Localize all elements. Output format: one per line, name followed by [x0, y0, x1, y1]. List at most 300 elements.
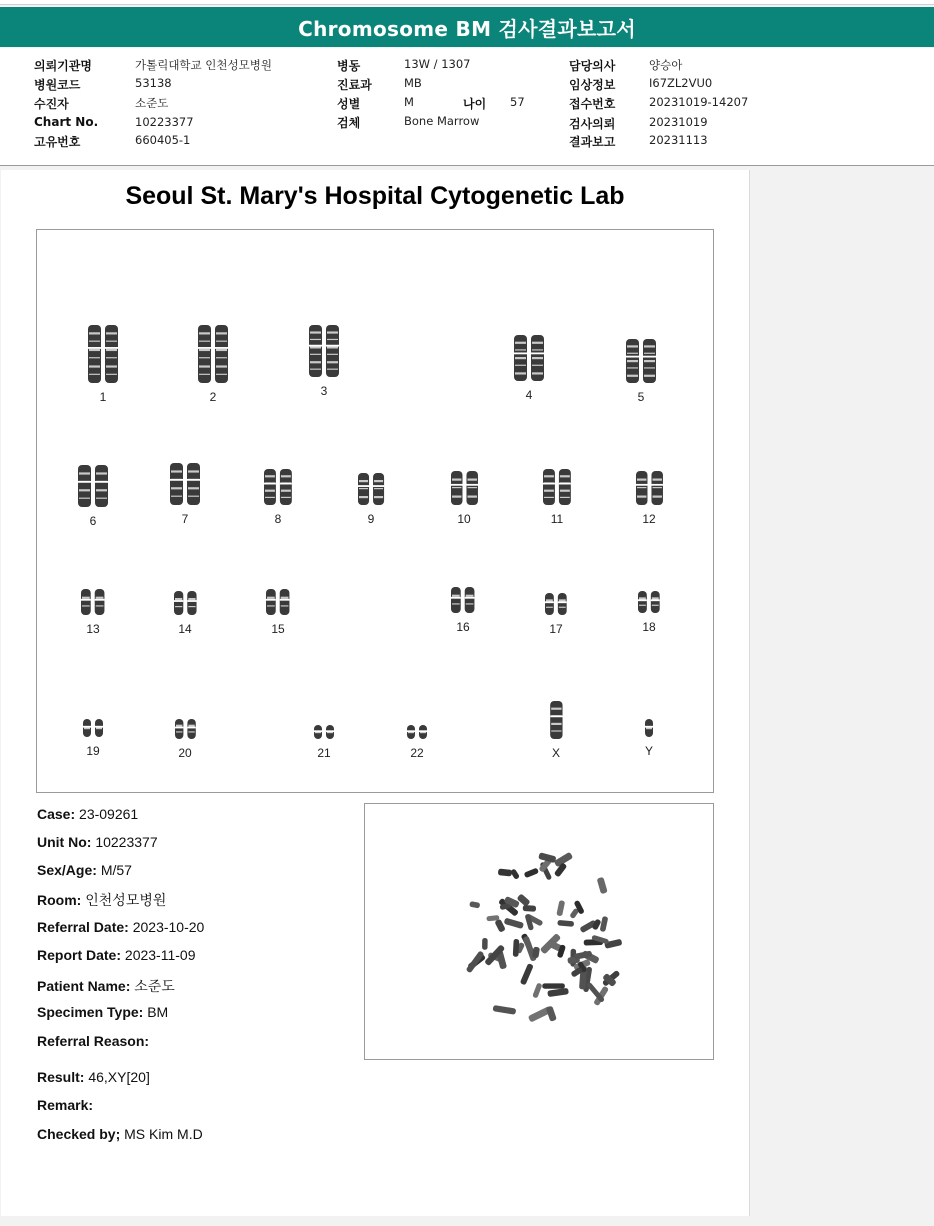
chromosome-label: X	[551, 746, 560, 760]
chromosome-pair-9	[331, 472, 411, 526]
institution-value: 가톨릭대학교 인천성모병원	[135, 58, 272, 72]
chromosome-band	[627, 353, 638, 354]
chromosome-band	[652, 496, 661, 498]
chromosome-band	[639, 605, 646, 606]
chromosome-8-2	[280, 469, 292, 505]
chromosome-band	[199, 374, 210, 375]
chromosome-band	[175, 606, 182, 607]
centromere	[638, 599, 647, 601]
chromosome-band	[106, 374, 117, 375]
metaphase-spread-panel	[364, 803, 714, 1060]
chromosome-band	[216, 332, 227, 334]
request-date-value: 20231019	[649, 115, 708, 129]
referral-date-value: 2023-10-20	[132, 919, 205, 935]
chromosome-16-1	[451, 587, 461, 613]
chromosome-band	[637, 487, 646, 488]
chromosome-band	[627, 367, 638, 368]
chromosome-label: 2	[209, 390, 217, 404]
ward-value: 13W / 1307	[404, 57, 471, 71]
specimen-label: 검체	[337, 116, 361, 130]
result-line	[37, 1069, 150, 1085]
chromosome-label: 9	[367, 512, 375, 526]
chromosome-band	[96, 597, 104, 599]
chromosome-band	[652, 479, 661, 481]
chromosome-band	[515, 357, 526, 359]
hospital-code-label: 병원코드	[34, 78, 81, 92]
chromosome-band	[199, 357, 210, 358]
chromosome-band	[644, 375, 655, 377]
centromere	[78, 481, 91, 483]
chromosome-pair-6	[53, 464, 133, 528]
chromosome-band	[267, 597, 275, 599]
chromosome-pair-12	[609, 470, 689, 526]
chromosome-label: 6	[89, 514, 97, 528]
chromosome-band	[89, 374, 100, 375]
centromere	[175, 727, 183, 729]
chromosome-band	[265, 497, 275, 498]
chromosome-pair-20	[145, 718, 225, 760]
ward-label: 병동	[337, 59, 361, 73]
karyogram-panel	[36, 229, 714, 793]
chromosome-band	[532, 349, 543, 350]
chromosome-band	[176, 725, 182, 727]
chromosome-band	[515, 372, 526, 374]
chromosome-band	[359, 480, 368, 482]
chromosome-13-1	[81, 589, 91, 615]
centromere	[373, 485, 384, 487]
chromosome-pair-10	[424, 470, 504, 526]
centromere	[559, 483, 571, 485]
chromosome-11-2	[559, 469, 571, 505]
centromere	[280, 599, 290, 601]
lab-title: Seoul St. Mary's Hospital Cytogenetic Lab	[125, 182, 625, 210]
chromosome-band	[96, 472, 107, 474]
chromosome-band	[644, 353, 655, 354]
chromosome-band	[265, 490, 275, 492]
centromere	[651, 484, 662, 486]
chromosome-band	[188, 598, 195, 600]
chromosome-band	[310, 331, 321, 333]
centromere	[309, 345, 322, 347]
chromosome-band	[82, 597, 90, 599]
chromosome-band	[515, 349, 526, 350]
chromosome-band	[106, 332, 117, 334]
chromosome-band	[327, 339, 338, 340]
chromosome-15-2	[280, 589, 290, 615]
specimen-value: Bone Marrow	[404, 114, 480, 128]
chromosome-label: 3	[320, 384, 328, 398]
case-value: 23-09261	[79, 806, 139, 822]
centromere	[187, 479, 200, 481]
chromosome-pair-13	[53, 588, 133, 636]
chromosome-label: 19	[86, 744, 100, 758]
chromosome-band	[310, 354, 321, 355]
chromosome-band	[106, 357, 117, 358]
metaphase-chromosome	[556, 900, 565, 916]
case-label: Case:	[37, 806, 76, 822]
chromosome-band	[267, 605, 275, 606]
chromosome-band	[551, 723, 561, 725]
metaphase-chromosome	[523, 905, 537, 912]
chromosome-band	[466, 595, 474, 597]
centromere	[95, 726, 103, 728]
institution-label: 의뢰기관명	[34, 59, 92, 73]
chromosome-15-1	[266, 589, 276, 615]
metaphase-chromosome	[466, 950, 485, 973]
patient-name-value: 소준도	[134, 978, 175, 994]
referral-date-line	[37, 919, 204, 935]
chromosome-band	[199, 365, 210, 367]
chromosome-band	[106, 341, 117, 342]
report-date-label: 결과보고	[569, 135, 616, 149]
chromosome-band	[546, 607, 553, 608]
chromosome-band	[644, 345, 655, 347]
chromosome-band	[79, 498, 90, 499]
centromere	[105, 347, 118, 349]
chromosome-label: 20	[178, 746, 192, 760]
centromere	[95, 481, 108, 483]
chromosome-20-2	[187, 719, 195, 739]
chromosome-band	[374, 488, 383, 489]
referral-reason-line	[37, 1033, 149, 1049]
chromosome-pair-2	[173, 324, 253, 404]
metaphase-spread-image	[365, 804, 713, 1059]
chromosome-band	[216, 357, 227, 358]
report-header-banner	[0, 7, 934, 47]
chromosome-band	[89, 341, 100, 342]
chromosome-label: 11	[550, 512, 564, 526]
receipt-no-label: 접수번호	[569, 97, 616, 111]
chromosome-label: 10	[457, 512, 471, 526]
chromosome-band	[281, 497, 291, 498]
unit-no-label: Unit No:	[37, 834, 92, 850]
metaphase-chromosome	[542, 983, 565, 988]
chromosome-band	[281, 490, 291, 492]
chromosome-7-2	[187, 463, 200, 505]
chromosome-band	[188, 487, 199, 489]
metaphase-chromosome	[504, 918, 524, 929]
chromosome-band	[176, 731, 182, 732]
chromosome-band	[327, 331, 338, 333]
centromere	[643, 356, 656, 358]
chromosome-pair-15	[238, 588, 318, 636]
chromosome-pair-11	[517, 468, 597, 526]
centromere	[326, 345, 339, 347]
metaphase-chromosome	[597, 877, 608, 894]
centromere	[636, 484, 647, 486]
chromosome-band	[467, 496, 476, 498]
chromosome-14-2	[187, 591, 196, 615]
chromosome-label: 7	[181, 512, 189, 526]
chromosome-band	[96, 605, 104, 606]
chromosome-band	[188, 606, 195, 607]
checked-by-line	[37, 1126, 203, 1142]
chromosome-band	[89, 357, 100, 358]
doctor-value: 양승아	[649, 58, 683, 72]
centromere	[558, 601, 567, 603]
chromosome-band	[216, 341, 227, 342]
chromosome-band	[551, 730, 561, 731]
chromosome-band	[106, 349, 117, 351]
metaphase-chromosome	[532, 982, 542, 998]
report-date-value-2: 2023-11-09	[124, 947, 196, 963]
centromere	[550, 715, 562, 717]
centromere	[543, 483, 555, 485]
chromosome-band	[359, 488, 368, 489]
centromere	[419, 730, 427, 732]
report-date-label-2: Report Date:	[37, 947, 122, 963]
chromosome-band	[82, 605, 90, 606]
chromosome-band	[637, 496, 646, 498]
sex-label: 성별	[337, 97, 361, 111]
chromosome-pair-y	[609, 718, 689, 758]
hospital-code-value: 53138	[135, 76, 172, 90]
chromosome-band	[532, 342, 543, 344]
chromosome-band	[310, 369, 321, 370]
chromosome-band	[374, 496, 383, 498]
chromosome-band	[216, 374, 227, 375]
chromosome-band	[532, 357, 543, 359]
unit-no-line	[37, 834, 158, 850]
chromosome-band	[327, 354, 338, 355]
metaphase-chromosome	[494, 919, 505, 933]
centromere	[187, 727, 195, 729]
report-date-line	[37, 947, 195, 963]
chromosome-7-1	[170, 463, 183, 505]
chromosome-pair-14	[145, 590, 225, 636]
result-label: Result:	[37, 1069, 85, 1085]
chromosome-6-2	[95, 465, 108, 507]
chromosome-band	[89, 332, 100, 334]
centromere	[88, 347, 101, 349]
chromosome-band	[551, 708, 561, 710]
chromosome-band	[359, 496, 368, 498]
chromosome-band	[559, 607, 566, 608]
chromosome-band	[188, 725, 194, 727]
chromosome-17-2	[558, 593, 567, 615]
chromosome-band	[544, 475, 554, 477]
metaphase-chromosome	[498, 869, 512, 877]
unique-no-label: 고유번호	[34, 135, 81, 149]
chromosome-x-1	[550, 701, 562, 739]
chromosome-8-1	[264, 469, 276, 505]
clinical-info-value: I67ZL2VU0	[649, 76, 713, 90]
checked-by-label: Checked by;	[37, 1126, 121, 1142]
centromere	[626, 356, 639, 358]
unique-no-value: 660405-1	[135, 133, 191, 147]
centromere	[645, 726, 653, 728]
metaphase-chromosome	[524, 868, 539, 879]
chromosome-label: 16	[456, 620, 470, 634]
chromosome-band	[467, 487, 476, 488]
chromosome-band	[627, 375, 638, 377]
chromosome-band	[79, 489, 90, 491]
chromosome-label: 8	[274, 512, 282, 526]
centromere	[465, 597, 475, 599]
chromosome-band	[281, 605, 289, 606]
chromosome-band	[515, 342, 526, 344]
chromosome-band	[644, 367, 655, 368]
referral-reason-label: Referral Reason:	[37, 1033, 150, 1049]
centromere	[326, 730, 334, 732]
metaphase-chromosome	[557, 920, 574, 927]
report-title: Chromosome BM 검사결과보고서	[298, 16, 636, 41]
age-value: 57	[510, 95, 525, 109]
chromosome-band	[89, 365, 100, 367]
chromosome-14-1	[174, 591, 183, 615]
chromosome-11-1	[543, 469, 555, 505]
chromosome-band	[452, 487, 461, 488]
clinical-info-label: 임상정보	[569, 78, 616, 92]
chromosome-band	[639, 597, 646, 599]
chromosome-band	[327, 361, 338, 363]
centromere	[280, 483, 292, 485]
department-value: MB	[404, 76, 422, 90]
chromosome-band	[171, 470, 182, 472]
chromosome-label: Y	[644, 744, 653, 758]
centromere	[264, 483, 276, 485]
window-top-edge	[0, 0, 934, 5]
unit-no-value: 10223377	[95, 834, 158, 850]
metaphase-chromosome	[513, 939, 520, 957]
chromosome-pair-5	[601, 338, 681, 404]
chromosome-label: 14	[178, 622, 192, 636]
sex-age-value: M/57	[100, 862, 132, 878]
examinee-label: 수진자	[34, 97, 69, 111]
chromosome-band	[466, 603, 474, 604]
patient-name-label: Patient Name:	[37, 978, 131, 994]
checked-by-value: MS Kim M.D	[124, 1126, 203, 1142]
chromosome-pair-22	[377, 724, 457, 760]
chromosome-band	[310, 339, 321, 340]
chromosome-band	[171, 487, 182, 489]
chromosome-label: 18	[642, 620, 656, 634]
chromosome-band	[199, 349, 210, 351]
chromosome-band	[544, 490, 554, 492]
metaphase-chromosome	[520, 963, 534, 985]
chromosome-band	[652, 597, 659, 599]
centromere	[651, 599, 660, 601]
chromosome-pair-8	[238, 468, 318, 526]
centromere	[81, 599, 91, 601]
chromosome-17-1	[545, 593, 554, 615]
chromosome-band	[216, 349, 227, 351]
chromosome-band	[265, 475, 275, 477]
chromosome-band	[560, 475, 570, 477]
centromere	[466, 484, 477, 486]
chromosome-label: 22	[410, 746, 424, 760]
chart-no-value: 10223377	[135, 115, 194, 129]
chromosome-label: 17	[549, 622, 563, 636]
patient-info-panel	[0, 48, 934, 166]
room-value: 인천성모병원	[85, 892, 167, 908]
centromere	[174, 600, 183, 602]
specimen-type-label: Specimen Type:	[37, 1004, 144, 1020]
room-line	[37, 890, 166, 910]
chromosome-band	[546, 599, 553, 601]
chromosome-18-1	[638, 591, 647, 613]
chromosome-band	[188, 496, 199, 497]
receipt-no-value: 20231019-14207	[649, 95, 749, 109]
chromosome-label: 12	[642, 512, 656, 526]
chromosome-band	[188, 731, 194, 732]
chromosome-band	[652, 487, 661, 488]
chromosome-band	[452, 496, 461, 498]
centromere	[314, 730, 322, 732]
case-line	[37, 806, 138, 822]
chromosome-band	[532, 372, 543, 374]
sex-age-label: Sex/Age:	[37, 862, 97, 878]
metaphase-chromosome	[547, 988, 569, 997]
chromosome-pair-16	[423, 586, 503, 634]
chromosome-6-1	[78, 465, 91, 507]
chromosome-band	[532, 365, 543, 366]
chromosome-band	[216, 365, 227, 367]
chromosome-pair-19	[53, 718, 133, 758]
chromosome-16-2	[465, 587, 475, 613]
centromere	[198, 347, 211, 349]
chromosome-band	[544, 497, 554, 498]
remark-label: Remark:	[37, 1097, 94, 1113]
chromosome-pair-21	[284, 724, 364, 760]
chromosome-label: 15	[271, 622, 285, 636]
centromere	[95, 599, 105, 601]
chromosome-pair-1	[63, 324, 143, 404]
metaphase-chromosome	[532, 947, 540, 959]
chromosome-band	[327, 346, 338, 348]
chromosome-band	[89, 349, 100, 351]
report-date-value: 20231113	[649, 133, 708, 147]
referral-date-label: Referral Date:	[37, 919, 129, 935]
centromere	[514, 352, 527, 354]
chromosome-pair-7	[145, 462, 225, 526]
centromere	[215, 347, 228, 349]
chromosome-band	[188, 470, 199, 472]
chromosome-band	[96, 489, 107, 491]
centromere	[170, 479, 183, 481]
result-value: 46,XY[20]	[88, 1069, 150, 1085]
chromosome-band	[79, 472, 90, 474]
metaphase-chromosome	[600, 916, 609, 932]
chromosome-20-1	[175, 719, 183, 739]
specimen-type-line	[37, 1004, 168, 1020]
chromosome-pair-4	[489, 334, 569, 402]
centromere	[358, 485, 369, 487]
chromosome-band	[199, 341, 210, 342]
room-label: Room:	[37, 892, 82, 908]
chromosome-band	[175, 598, 182, 600]
chromosome-band	[281, 475, 291, 477]
centromere	[451, 597, 461, 599]
request-date-label: 검사의뢰	[569, 117, 616, 131]
chromosome-band	[281, 597, 289, 599]
chromosome-band	[644, 360, 655, 362]
chromosome-band	[627, 345, 638, 347]
chromosome-band	[627, 360, 638, 362]
chromosome-label: 21	[317, 746, 331, 760]
department-label: 진료과	[337, 78, 372, 92]
patient-name-line	[37, 976, 175, 996]
metaphase-chromosome	[469, 901, 480, 908]
chromosome-band	[560, 490, 570, 492]
report-page	[1, 170, 750, 1216]
doctor-label: 담당의사	[569, 59, 616, 73]
chromosome-band	[171, 496, 182, 497]
chromosome-13-2	[95, 589, 105, 615]
examinee-value: 소준도	[135, 96, 169, 110]
sex-age-line	[37, 862, 132, 878]
centromere	[545, 601, 554, 603]
